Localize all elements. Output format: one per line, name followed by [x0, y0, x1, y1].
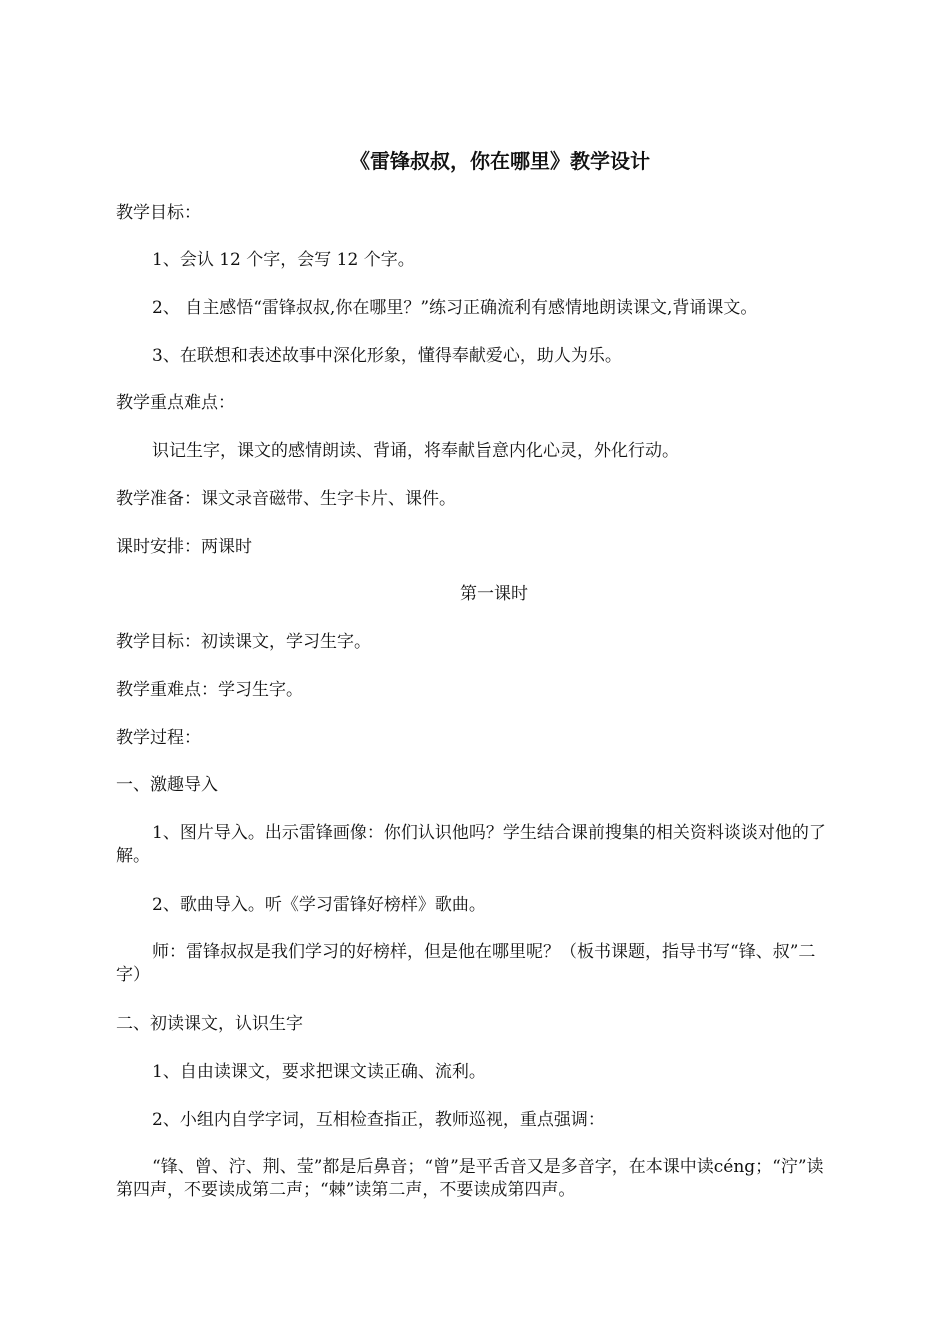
section-1-paragraph-3: 师：雷锋叔叔是我们学习的好榜样，但是他在哪里呢？（板书课题，指导书写“锋、叔”二字）	[116, 942, 816, 985]
lesson-1-key: 教学重难点：学习生字。	[116, 680, 303, 700]
preparation-text: 教学准备：课文录音磁带、生字卡片、课件。	[116, 489, 456, 509]
lesson-1-goal: 教学目标：初读课文，学习生字。	[116, 632, 371, 652]
document-title: 《雷锋叔叔，你在哪里》教学设计	[350, 149, 650, 173]
section-2-paragraph-3: “锋、曾、泞、荆、莹”都是后鼻音；“曾”是平舌音又是多音字，在本课中读céng；“泞”读第四声，不要读成第二声；“棘”读第二声，不要读成第四声。	[116, 1157, 824, 1200]
section-2-paragraph-2: 2、小组内自学字词，互相检查指正，教师巡视，重点强调：	[152, 1110, 605, 1130]
key-points-text: 识记生字，课文的感情朗读、背诵，将奉献旨意内化心灵，外化行动。	[152, 441, 679, 461]
goal-item-3: 3、在联想和表述故事中深化形象，懂得奉献爱心，助人为乐。	[152, 346, 622, 366]
goal-item-1: 1、会认 12 个字，会写 12 个字。	[152, 250, 415, 270]
goal-item-2: 2、 自主感悟“雷锋叔叔,你在哪里？”练习正确流利有感情地朗读课文,背诵课文。	[152, 298, 758, 318]
schedule-text: 课时安排：两课时	[116, 537, 252, 557]
section-2-heading: 二、初读课文，认识生字	[116, 1014, 303, 1034]
section-1-heading: 一、激趣导入	[116, 775, 218, 795]
section-2-paragraph-1: 1、自由读课文，要求把课文读正确、流利。	[152, 1062, 486, 1082]
process-heading: 教学过程：	[116, 728, 201, 748]
goals-heading: 教学目标：	[116, 203, 201, 223]
section-1-paragraph-1: 1、图片导入。出示雷锋画像：你们认识他吗？学生结合课前搜集的相关资料谈谈对他的了解。	[116, 823, 826, 866]
section-1-paragraph-2: 2、歌曲导入。听《学习雷锋好榜样》歌曲。	[152, 895, 486, 915]
key-points-heading: 教学重点难点：	[116, 393, 235, 413]
lesson-1-title: 第一课时	[460, 584, 528, 604]
